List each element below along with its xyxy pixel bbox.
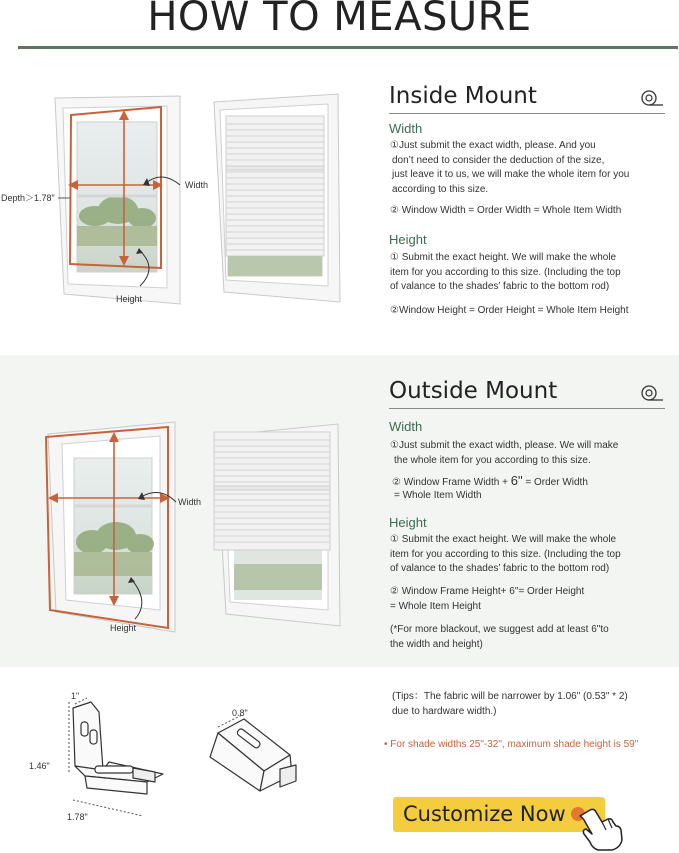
depth-label: Depth＞1.78" [1, 193, 55, 203]
outside-mount-illustration [0, 414, 362, 640]
customize-now-label: Customize Now [403, 802, 566, 826]
pleated-shade [226, 116, 324, 256]
blackout-note: (*For more blackout, we suggest add at least 6"to the width and height) [390, 624, 609, 650]
outside-width-title: Width [389, 419, 423, 434]
outside-height-step-2: ② Window Frame Height+ 6"= Order Height = Whole Item Height [390, 586, 585, 612]
width-label: Width [178, 497, 202, 507]
height-label: Height [110, 623, 137, 633]
inside-height-title: Height [389, 232, 427, 247]
outside-mount-divider [389, 408, 665, 409]
clip-dim: 0.8" [232, 708, 248, 718]
height-label: Height [116, 294, 143, 304]
outside-height-title: Height [389, 515, 427, 530]
page-title: HOW TO MEASURE [147, 0, 532, 40]
clip-diagram [188, 705, 303, 805]
outside-width-step-1: ①Just submit the exact width, please. We will make the whole item for you according to this size. [390, 440, 619, 466]
inside-mount-heading: Inside Mount [389, 83, 537, 109]
outside-width-step-2: ② Window Frame Width + 6" = Order Width = Whole Item Width [392, 473, 588, 501]
inside-mount-illustration [0, 88, 362, 320]
bracket-diagram [25, 690, 175, 825]
inside-height-step-1: ① Submit the exact height. We will make the whole item for you according to this size. (Including the top of valance to the shades’ fabric to the bottom rod) [390, 252, 621, 292]
bracket-top-dim: 1" [71, 691, 80, 701]
tape-measure-icon [640, 384, 664, 402]
bracket-bottom-dim: 1.78" [67, 812, 88, 822]
hand-pointer-icon [566, 800, 626, 852]
height-limit-note: • For shade widths 25"-32", maximum shade height is 59" [384, 739, 639, 750]
width-label: Width [185, 180, 209, 190]
title-divider [18, 46, 678, 49]
outside-height-step-1: ① Submit the exact height. We will make the whole item for you according to this size. (Including the top of valance to the shades’ fabric to the bottom rod) [390, 534, 621, 574]
inside-height-step-2: ②Window Height = Order Height = Whole Item Height [390, 305, 629, 316]
tape-measure-icon [640, 89, 664, 107]
hardware-tips: (Tips：The fabric will be narrower by 1.06" (0.53" * 2) due to hardware width.) [392, 691, 628, 717]
bracket-side-dim: 1.46" [29, 761, 50, 771]
inside-width-title: Width [389, 121, 423, 136]
inside-width-step-2: ② Window Width = Order Width = Whole Item Width [390, 205, 622, 216]
inside-mount-divider [389, 113, 665, 114]
inside-width-step-1: ①Just submit the exact width, please. And you don’t need to consider the deduction of the size, just leave it to us, we will make the whole item for you according to this size. [390, 140, 630, 195]
outside-mount-heading: Outside Mount [389, 378, 558, 404]
